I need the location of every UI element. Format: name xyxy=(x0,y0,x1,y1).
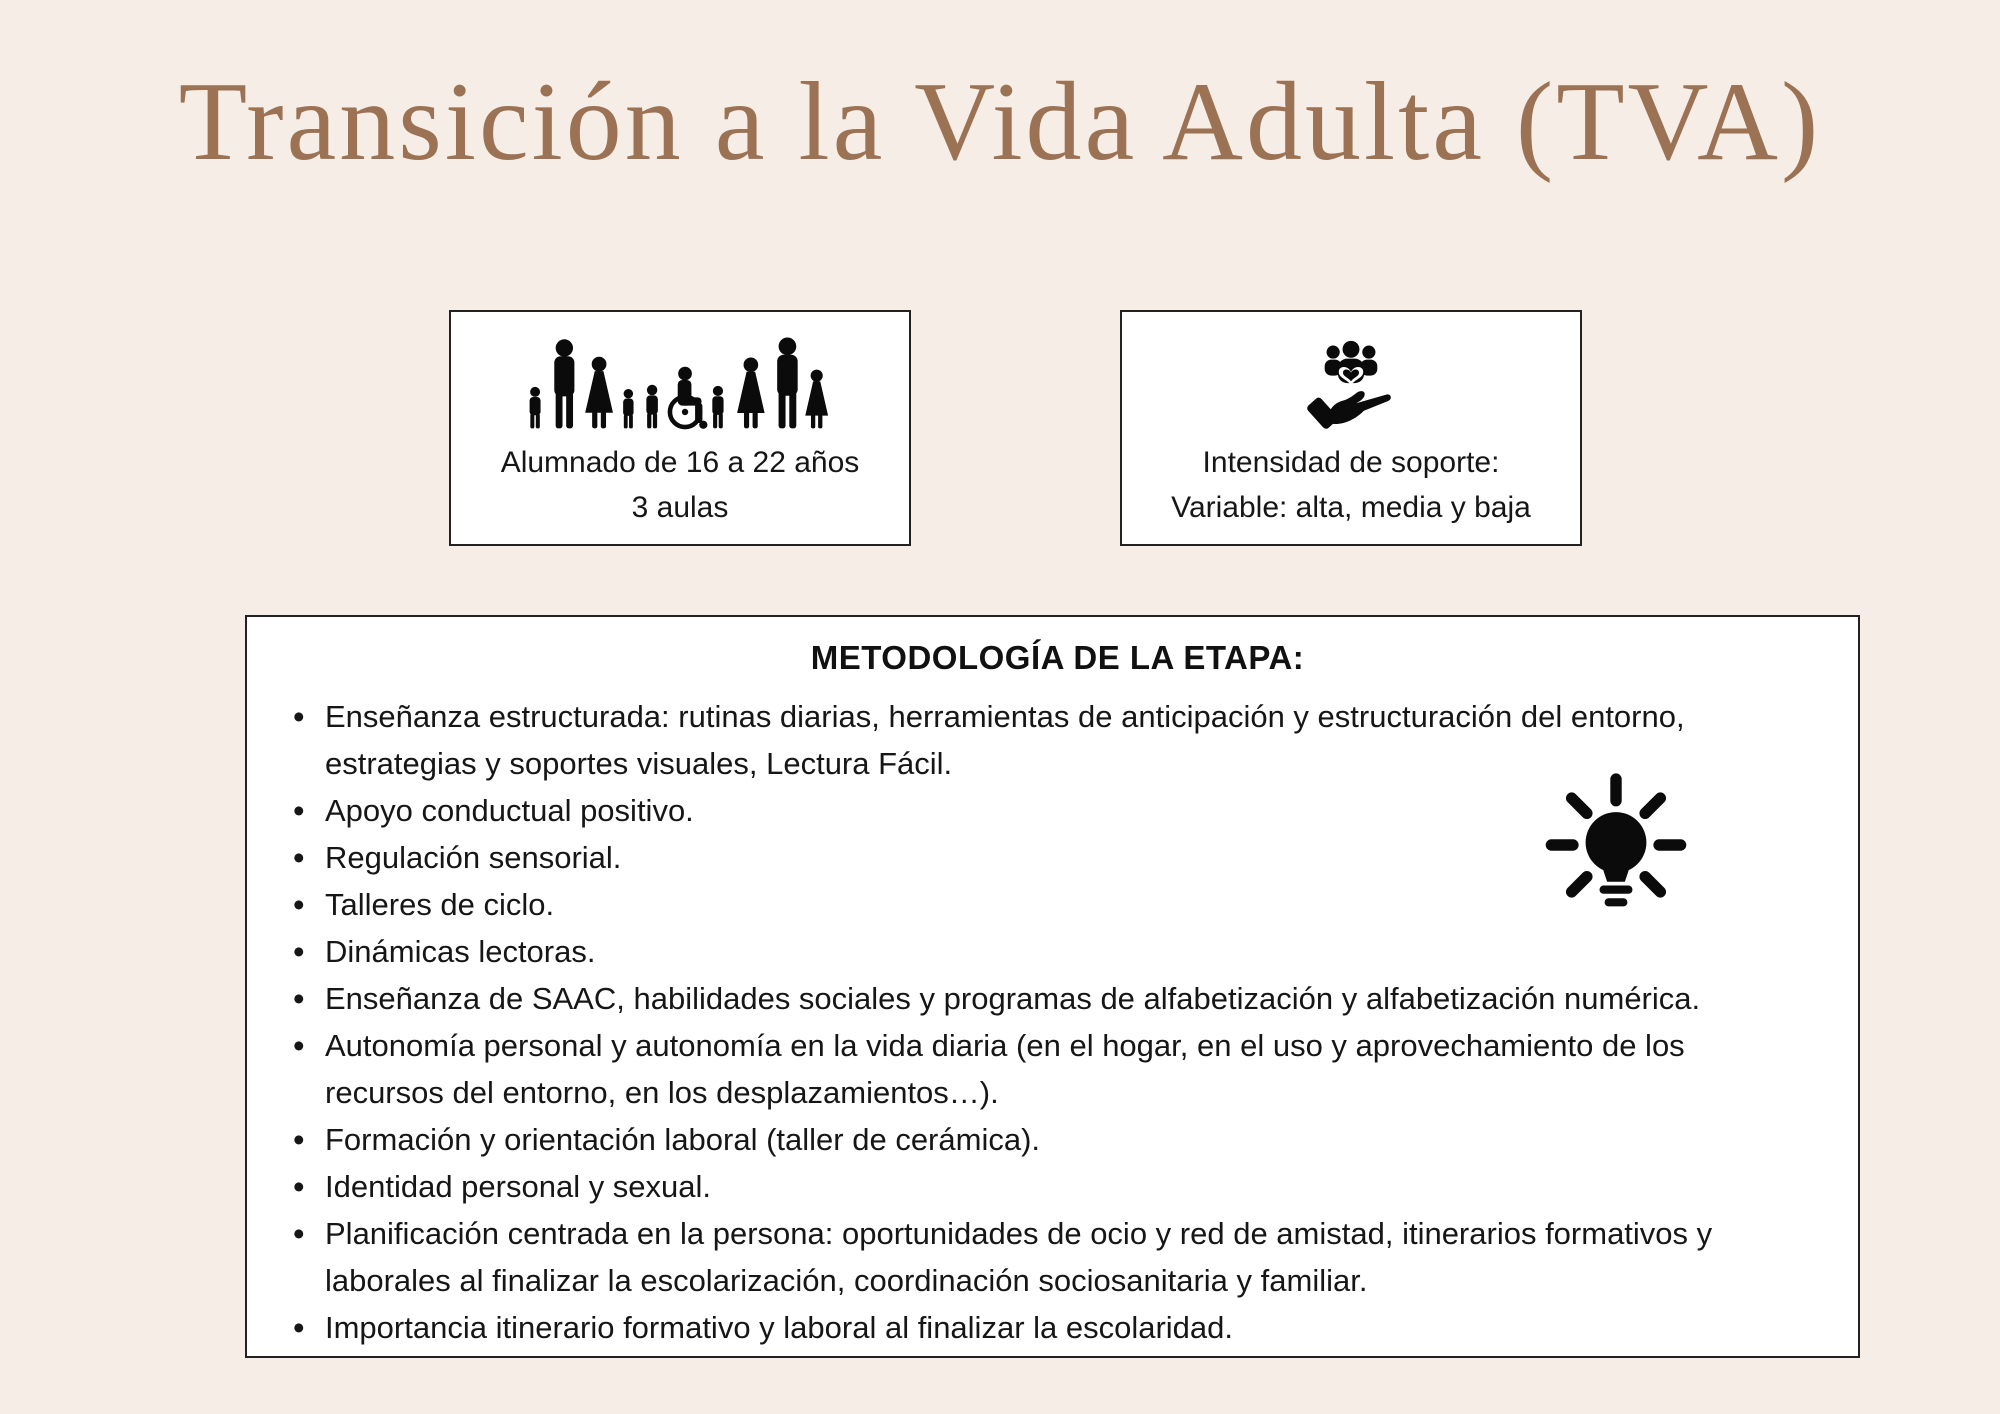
methodology-panel xyxy=(245,615,1860,1358)
methodology-list-item: • Apoyo conductual positivo. xyxy=(287,787,1792,834)
students-card xyxy=(449,310,911,546)
methodology-list-item: • Planificación centrada en la persona: oportunidades de ocio y red de amistad, itinerarios formativos y laborales al finalizar la escolarización, coordinación sociosanitaria y familiar. xyxy=(287,1210,1792,1304)
methodology-heading: METODOLOGÍA DE LA ETAPA: xyxy=(810,639,1305,676)
methodology-list-item: • Importancia itinerario formativo y laboral al finalizar la escolaridad. xyxy=(287,1304,1792,1351)
support-line1: Intensidad de soporte: xyxy=(1202,446,1500,479)
family-group-icon xyxy=(487,336,873,434)
care-hand-icon xyxy=(1304,336,1398,434)
methodology-list-item: • Enseñanza estructurada: rutinas diarias, herramientas de anticipación y estructuración del entorno, estrategias y soportes visuales, Lectura Fácil. xyxy=(287,693,1792,787)
methodology-list-item: • Talleres de ciclo. xyxy=(287,881,1792,928)
methodology-list-item: • Identidad personal y sexual. xyxy=(287,1163,1792,1210)
page-title: Transición a la Vida Adulta (TVA) xyxy=(178,60,1822,184)
lightbulb-icon xyxy=(1540,769,1692,921)
students-line2: 3 aulas xyxy=(631,491,729,524)
support-card xyxy=(1120,310,1582,546)
methodology-list-item: • Regulación sensorial. xyxy=(287,834,1792,881)
methodology-list-item: • Enseñanza de SAAC, habilidades sociales y programas de alfabetización y alfabetización numérica. xyxy=(287,975,1792,1022)
students-line1: Alumnado de 16 a 22 años xyxy=(500,446,860,479)
methodology-list-item: • Formación y orientación laboral (taller de cerámica). xyxy=(287,1116,1792,1163)
support-line2: Variable: alta, media y baja xyxy=(1171,491,1531,524)
methodology-list-item: • Dinámicas lectoras. xyxy=(287,928,1792,975)
methodology-list-item: • Autonomía personal y autonomía en la vida diaria (en el hogar, en el uso y aprovechamiento de los recursos del entorno, en los desplazamientos…). xyxy=(287,1022,1792,1116)
